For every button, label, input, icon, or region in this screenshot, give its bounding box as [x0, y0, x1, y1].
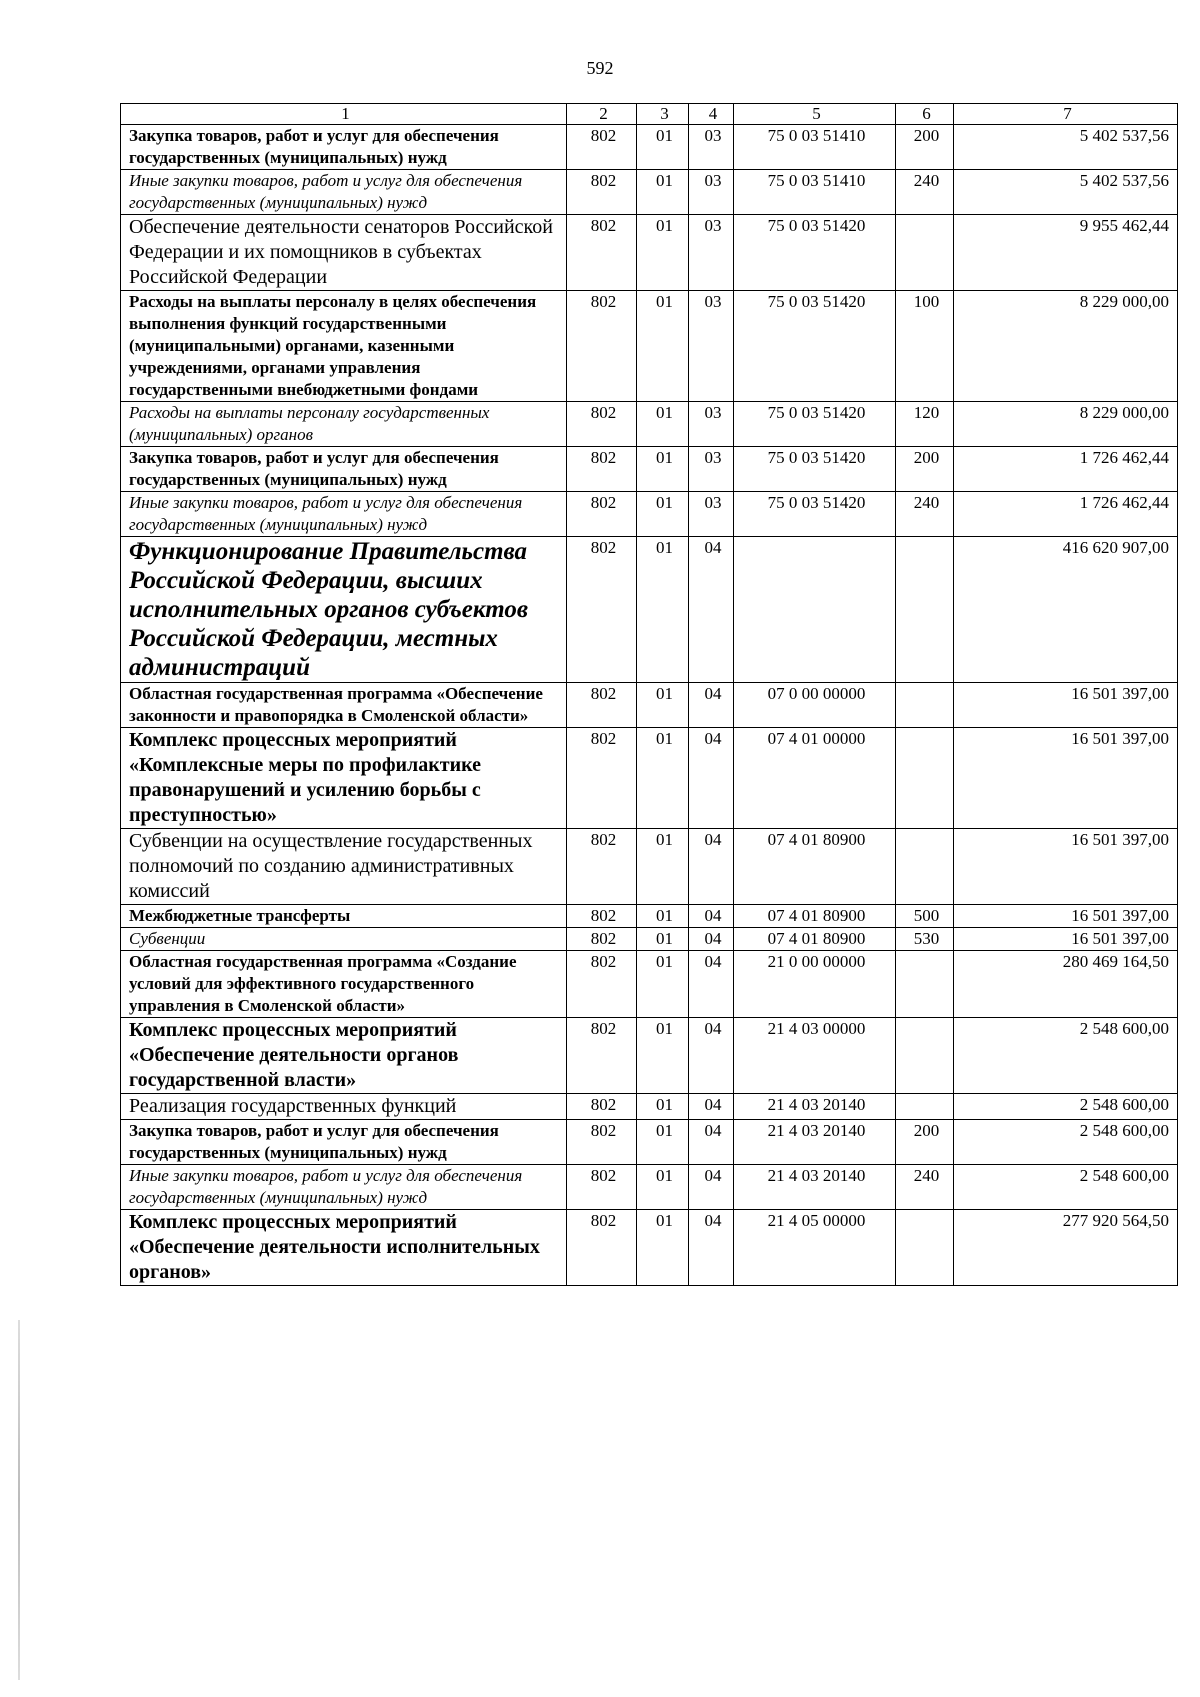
amount-cell: 2 548 600,00 [954, 1018, 1178, 1094]
ministry-code-cell: 802 [567, 537, 637, 683]
target-article-cell: 21 4 03 00000 [734, 1018, 896, 1094]
item-name-cell: Комплекс процессных мероприятий «Комплексные меры по профилактике правонарушений и усилению борьбы с преступностью» [121, 728, 567, 829]
amount-cell: 416 620 907,00 [954, 537, 1178, 683]
section-code-cell: 01 [637, 1120, 689, 1165]
ministry-code-cell: 802 [567, 402, 637, 447]
section-code-cell: 01 [637, 905, 689, 928]
table-row [121, 402, 1178, 447]
expense-type-cell [896, 215, 954, 291]
table-row [121, 683, 1178, 728]
ministry-code-cell: 802 [567, 291, 637, 402]
item-name-cell: Закупка товаров, работ и услуг для обеспечения государственных (муниципальных) нужд [121, 125, 567, 170]
subsection-code-cell: 04 [689, 1018, 734, 1094]
section-code-cell: 01 [637, 537, 689, 683]
column-header-1: 1 [121, 104, 567, 125]
expense-type-cell: 200 [896, 1120, 954, 1165]
table-row [121, 1120, 1178, 1165]
ministry-code-cell: 802 [567, 1165, 637, 1210]
amount-cell: 16 501 397,00 [954, 905, 1178, 928]
ministry-code-cell: 802 [567, 170, 637, 215]
amount-cell: 2 548 600,00 [954, 1120, 1178, 1165]
item-name-cell: Иные закупки товаров, работ и услуг для обеспечения государственных (муниципальных) нужд [121, 170, 567, 215]
amount-cell: 280 469 164,50 [954, 951, 1178, 1018]
amount-cell: 1 726 462,44 [954, 492, 1178, 537]
target-article-cell: 07 0 00 00000 [734, 683, 896, 728]
subsection-code-cell: 03 [689, 170, 734, 215]
expense-type-cell: 200 [896, 447, 954, 492]
item-name-cell: Межбюджетные трансферты [121, 905, 567, 928]
table-row [121, 291, 1178, 402]
ministry-code-cell: 802 [567, 1120, 637, 1165]
expense-type-cell [896, 683, 954, 728]
table-header-row [121, 104, 1178, 125]
target-article-cell: 75 0 03 51420 [734, 215, 896, 291]
item-name-cell: Закупка товаров, работ и услуг для обеспечения государственных (муниципальных) нужд [121, 447, 567, 492]
subsection-code-cell: 04 [689, 829, 734, 905]
item-name-cell: Закупка товаров, работ и услуг для обеспечения государственных (муниципальных) нужд [121, 1120, 567, 1165]
ministry-code-cell: 802 [567, 1210, 637, 1286]
section-code-cell: 01 [637, 928, 689, 951]
column-header-5: 5 [734, 104, 896, 125]
expense-type-cell: 240 [896, 1165, 954, 1210]
target-article-cell: 07 4 01 80900 [734, 829, 896, 905]
item-name-cell: Комплекс процессных мероприятий «Обеспечение деятельности исполнительных органов» [121, 1210, 567, 1286]
target-article-cell: 21 4 03 20140 [734, 1120, 896, 1165]
subsection-code-cell: 03 [689, 125, 734, 170]
expense-type-cell: 530 [896, 928, 954, 951]
item-name-cell: Обеспечение деятельности сенаторов Российской Федерации и их помощников в субъектах Российской Федерации [121, 215, 567, 291]
subsection-code-cell: 04 [689, 537, 734, 683]
ministry-code-cell: 802 [567, 829, 637, 905]
target-article-cell: 75 0 03 51420 [734, 402, 896, 447]
ministry-code-cell: 802 [567, 905, 637, 928]
table-row [121, 905, 1178, 928]
section-code-cell: 01 [637, 215, 689, 291]
section-code-cell: 01 [637, 1210, 689, 1286]
subsection-code-cell: 03 [689, 291, 734, 402]
ministry-code-cell: 802 [567, 1094, 637, 1120]
expense-type-cell: 500 [896, 905, 954, 928]
target-article-cell: 75 0 03 51420 [734, 447, 896, 492]
expense-type-cell: 120 [896, 402, 954, 447]
expense-type-cell: 240 [896, 492, 954, 537]
subsection-code-cell: 04 [689, 905, 734, 928]
subsection-code-cell: 04 [689, 928, 734, 951]
section-code-cell: 01 [637, 1018, 689, 1094]
expense-type-cell [896, 728, 954, 829]
target-article-cell: 75 0 03 51410 [734, 170, 896, 215]
target-article-cell: 07 4 01 80900 [734, 928, 896, 951]
expense-type-cell [896, 951, 954, 1018]
amount-cell: 16 501 397,00 [954, 928, 1178, 951]
table-row [121, 1018, 1178, 1094]
section-code-cell: 01 [637, 1165, 689, 1210]
target-article-cell: 21 4 03 20140 [734, 1094, 896, 1120]
item-name-cell: Областная государственная программа «Создание условий для эффективного государственного управления в Смоленской области» [121, 951, 567, 1018]
ministry-code-cell: 802 [567, 447, 637, 492]
item-name-cell: Субвенции [121, 928, 567, 951]
amount-cell: 8 229 000,00 [954, 402, 1178, 447]
section-code-cell: 01 [637, 447, 689, 492]
subsection-code-cell: 03 [689, 215, 734, 291]
section-code-cell: 01 [637, 1094, 689, 1120]
expense-type-cell [896, 537, 954, 683]
item-name-cell: Комплекс процессных мероприятий «Обеспечение деятельности органов государственной власти» [121, 1018, 567, 1094]
subsection-code-cell: 03 [689, 492, 734, 537]
column-header-6: 6 [896, 104, 954, 125]
item-name-cell: Иные закупки товаров, работ и услуг для обеспечения государственных (муниципальных) нужд [121, 1165, 567, 1210]
table-row [121, 537, 1178, 683]
target-article-cell: 07 4 01 80900 [734, 905, 896, 928]
target-article-cell: 75 0 03 51420 [734, 291, 896, 402]
column-header-7: 7 [954, 104, 1178, 125]
table-row [121, 170, 1178, 215]
item-name-cell: Функционирование Правительства Российской Федерации, высших исполнительных органов субъектов Российской Федерации, местных администраций [121, 537, 567, 683]
table-row [121, 492, 1178, 537]
ministry-code-cell: 802 [567, 492, 637, 537]
target-article-cell: 21 4 03 20140 [734, 1165, 896, 1210]
subsection-code-cell: 04 [689, 683, 734, 728]
section-code-cell: 01 [637, 829, 689, 905]
target-article-cell: 07 4 01 00000 [734, 728, 896, 829]
scan-margin-line [18, 1320, 20, 1680]
target-article-cell: 75 0 03 51420 [734, 492, 896, 537]
subsection-code-cell: 04 [689, 1165, 734, 1210]
section-code-cell: 01 [637, 683, 689, 728]
item-name-cell: Субвенции на осуществление государственных полномочий по созданию административных комиссий [121, 829, 567, 905]
subsection-code-cell: 04 [689, 1094, 734, 1120]
table-row [121, 1210, 1178, 1286]
subsection-code-cell: 04 [689, 951, 734, 1018]
section-code-cell: 01 [637, 170, 689, 215]
target-article-cell: 21 0 00 00000 [734, 951, 896, 1018]
target-article-cell [734, 537, 896, 683]
amount-cell: 16 501 397,00 [954, 728, 1178, 829]
expense-type-cell: 200 [896, 125, 954, 170]
section-code-cell: 01 [637, 951, 689, 1018]
item-name-cell: Расходы на выплаты персоналу в целях обеспечения выполнения функций государственными (муниципальными) органами, казенными учреждениями, органами управления государственными внебюджетными фондами [121, 291, 567, 402]
expense-type-cell [896, 1210, 954, 1286]
ministry-code-cell: 802 [567, 683, 637, 728]
subsection-code-cell: 03 [689, 402, 734, 447]
item-name-cell: Областная государственная программа «Обеспечение законности и правопорядка в Смоленской области» [121, 683, 567, 728]
target-article-cell: 21 4 05 00000 [734, 1210, 896, 1286]
amount-cell: 9 955 462,44 [954, 215, 1178, 291]
amount-cell: 2 548 600,00 [954, 1165, 1178, 1210]
budget-table [120, 103, 1178, 1286]
subsection-code-cell: 04 [689, 1210, 734, 1286]
amount-cell: 8 229 000,00 [954, 291, 1178, 402]
expense-type-cell: 100 [896, 291, 954, 402]
ministry-code-cell: 802 [567, 928, 637, 951]
section-code-cell: 01 [637, 728, 689, 829]
item-name-cell: Расходы на выплаты персоналу государственных (муниципальных) органов [121, 402, 567, 447]
table-row [121, 447, 1178, 492]
table-row [121, 1165, 1178, 1210]
ministry-code-cell: 802 [567, 951, 637, 1018]
expense-type-cell [896, 829, 954, 905]
table-row [121, 951, 1178, 1018]
expense-type-cell: 240 [896, 170, 954, 215]
column-header-2: 2 [567, 104, 637, 125]
ministry-code-cell: 802 [567, 728, 637, 829]
item-name-cell: Реализация государственных функций [121, 1094, 567, 1120]
section-code-cell: 01 [637, 291, 689, 402]
section-code-cell: 01 [637, 402, 689, 447]
amount-cell: 16 501 397,00 [954, 683, 1178, 728]
table-row [121, 1094, 1178, 1120]
ministry-code-cell: 802 [567, 1018, 637, 1094]
section-code-cell: 01 [637, 492, 689, 537]
column-header-3: 3 [637, 104, 689, 125]
amount-cell: 1 726 462,44 [954, 447, 1178, 492]
table-row [121, 215, 1178, 291]
amount-cell: 2 548 600,00 [954, 1094, 1178, 1120]
subsection-code-cell: 04 [689, 1120, 734, 1165]
amount-cell: 277 920 564,50 [954, 1210, 1178, 1286]
column-header-4: 4 [689, 104, 734, 125]
amount-cell: 5 402 537,56 [954, 125, 1178, 170]
ministry-code-cell: 802 [567, 215, 637, 291]
target-article-cell: 75 0 03 51410 [734, 125, 896, 170]
table-row [121, 928, 1178, 951]
expense-type-cell [896, 1018, 954, 1094]
table-row [121, 125, 1178, 170]
expense-type-cell [896, 1094, 954, 1120]
page-number: 592 [586, 58, 614, 78]
section-code-cell: 01 [637, 125, 689, 170]
subsection-code-cell: 04 [689, 728, 734, 829]
amount-cell: 5 402 537,56 [954, 170, 1178, 215]
subsection-code-cell: 03 [689, 447, 734, 492]
table-row [121, 728, 1178, 829]
amount-cell: 16 501 397,00 [954, 829, 1178, 905]
item-name-cell: Иные закупки товаров, работ и услуг для обеспечения государственных (муниципальных) нужд [121, 492, 567, 537]
ministry-code-cell: 802 [567, 125, 637, 170]
table-row [121, 829, 1178, 905]
